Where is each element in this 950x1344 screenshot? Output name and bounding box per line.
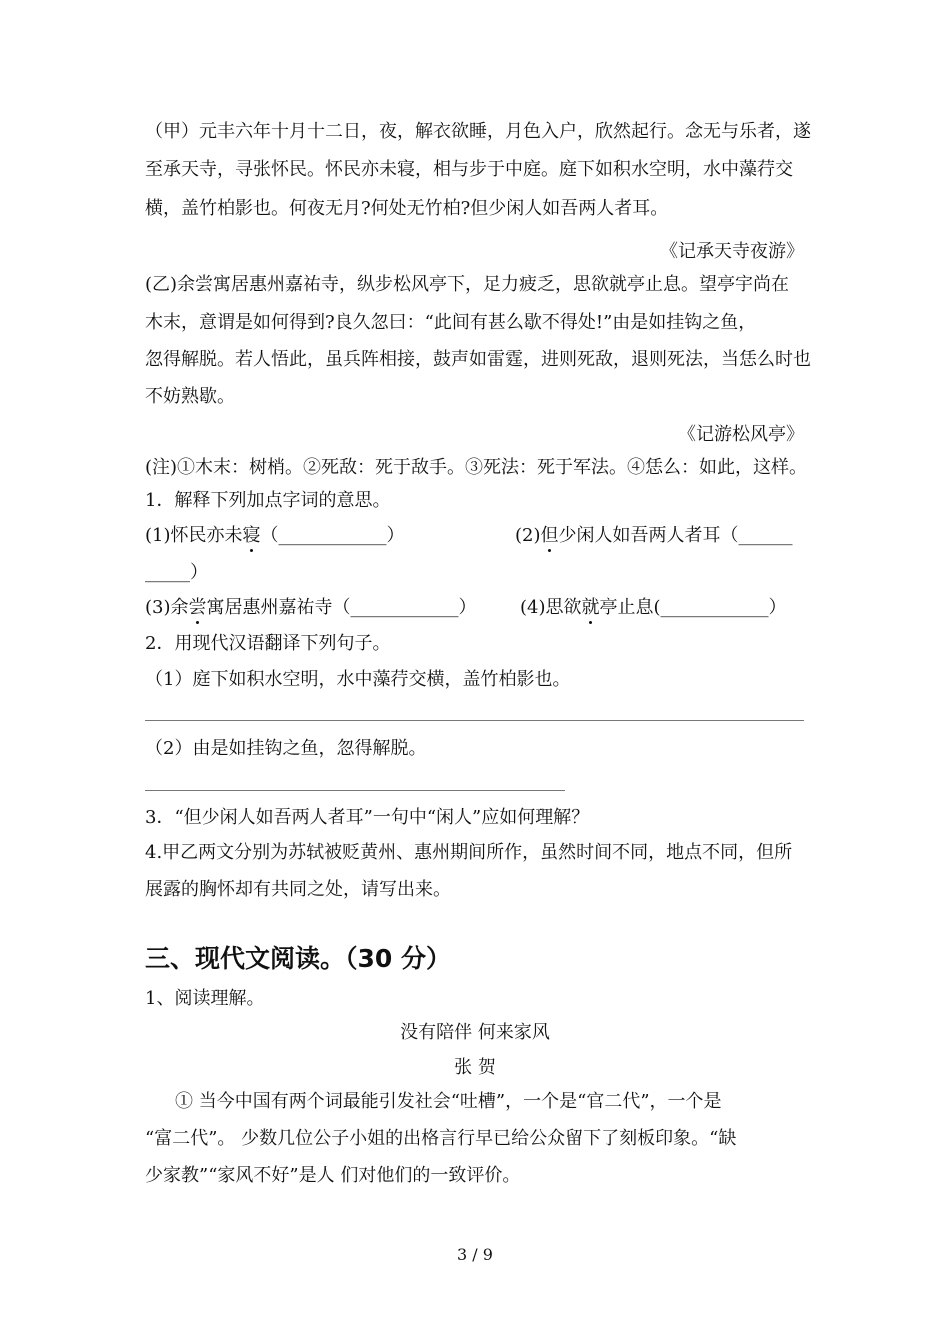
article-paragraph-1-line-3: 少家教”“家风不好”是人 们对他们的一致评价。 <box>145 1165 521 1186</box>
question-1-item-4 <box>520 596 787 620</box>
question-1-item-3 <box>145 596 477 620</box>
item-3-answer-blank: 寓居惠州嘉祐寺（____________） <box>206 597 477 618</box>
question-2-sentence-1: （1）庭下如积水空明，水中藻荇交横，盖竹柏影也。 <box>145 669 571 690</box>
passage-yi-line-1: (乙)余尝寓居惠州嘉祐寺，纵步松风亭下，足力疲乏，思欲就亭止息。望亭宇尚在 <box>145 274 790 295</box>
question-2-title: 2．用现代汉语翻译下列句子。 <box>145 633 391 654</box>
passage-jia-line-2: 至承天寺，寻张怀民。怀民亦未寝，相与步于中庭。庭下如积水空明，水中藻荇交 <box>145 159 793 180</box>
question-1-item-1 <box>145 524 405 548</box>
passage-yi-line-2: 木末，意谓是如何得到?良久忽曰：“此间有甚么歇不得处!”由是如挂钩之鱼， <box>145 312 757 333</box>
article-paragraph-1-line-1: ① 当今中国有两个词最能引发社会“吐槽”，一个是“官二代”，一个是 <box>175 1091 722 1112</box>
item-2-dotted-char: 但 <box>540 525 559 546</box>
item-4-dotted-char: 就 <box>581 597 600 618</box>
passage-jia-line-3: 横，盖竹柏影也。何夜无月?何处无竹柏?但少闲人如吾两人者耳。 <box>145 198 669 219</box>
passage-yi-line-3: 忽得解脱。若人悟此，虽兵阵相接，鼓声如雷霆，进则死敌，退则死法，当恁么时也 <box>145 349 811 370</box>
item-1-answer-blank: （____________） <box>260 525 405 546</box>
question-3: 3．“但少闲人如吾两人者耳”一句中“闲人”应如何理解？ <box>145 807 590 828</box>
question-1-item-2 <box>515 524 793 548</box>
question-2-sentence-2: （2）由是如挂钩之鱼，忽得解脱。 <box>145 738 427 759</box>
question-4-line-1: 4.甲乙两文分别为苏轼被贬黄州、惠州期间所作，虽然时间不同，地点不同，但所 <box>145 842 793 863</box>
article-author: 张 贺 <box>454 1057 496 1078</box>
item-2-prefix: (2) <box>515 525 541 546</box>
item-1-dotted-char: 寝 <box>242 525 261 546</box>
article-paragraph-1-line-2: “富二代”。 少数几位公子小姐的出格言行早已给公众留下了刻板印象。“缺 <box>145 1128 737 1149</box>
question-4-line-2: 展露的胸怀却有共同之处，请写出来。 <box>145 879 451 900</box>
article-title: 没有陪伴 何来家风 <box>400 1022 550 1043</box>
item-4-prefix: (4)思欲 <box>520 597 582 618</box>
item-2-blank-continued: _____） <box>145 562 208 583</box>
passage-jia-line-1: （甲）元丰六年十月十二日，夜，解衣欲睡，月色入户，欣然起行。念无与乐者，遂 <box>145 121 811 142</box>
passage-jia-source: 《记承天寺夜游》 <box>660 241 804 262</box>
reading-task-label: 1、阅读理解。 <box>145 988 265 1009</box>
section-3-heading: 三、现代文阅读。（30 分） <box>145 944 451 973</box>
item-1-prefix: (1)怀民亦未 <box>145 525 243 546</box>
item-3-dotted-char: 尝 <box>188 597 207 618</box>
passage-yi-line-4: 不妨熟歇。 <box>145 386 235 407</box>
question-1-title: 1．解释下列加点字词的意思。 <box>145 490 391 511</box>
item-4-answer-blank: 亭止息(____________） <box>599 597 787 618</box>
annotation-notes: (注)①木末：树梢。②死敌：死于敌手。③死法：死于军法。④恁么：如此，这样。 <box>145 457 808 478</box>
page-number: 3 / 9 <box>457 1245 493 1264</box>
answer-line-1 <box>145 720 804 721</box>
item-3-prefix: (3)余 <box>145 597 189 618</box>
passage-yi-source: 《记游松风亭》 <box>678 424 804 445</box>
answer-line-2 <box>145 790 565 791</box>
item-2-answer-blank: 少闲人如吾两人者耳（______ <box>558 525 793 546</box>
